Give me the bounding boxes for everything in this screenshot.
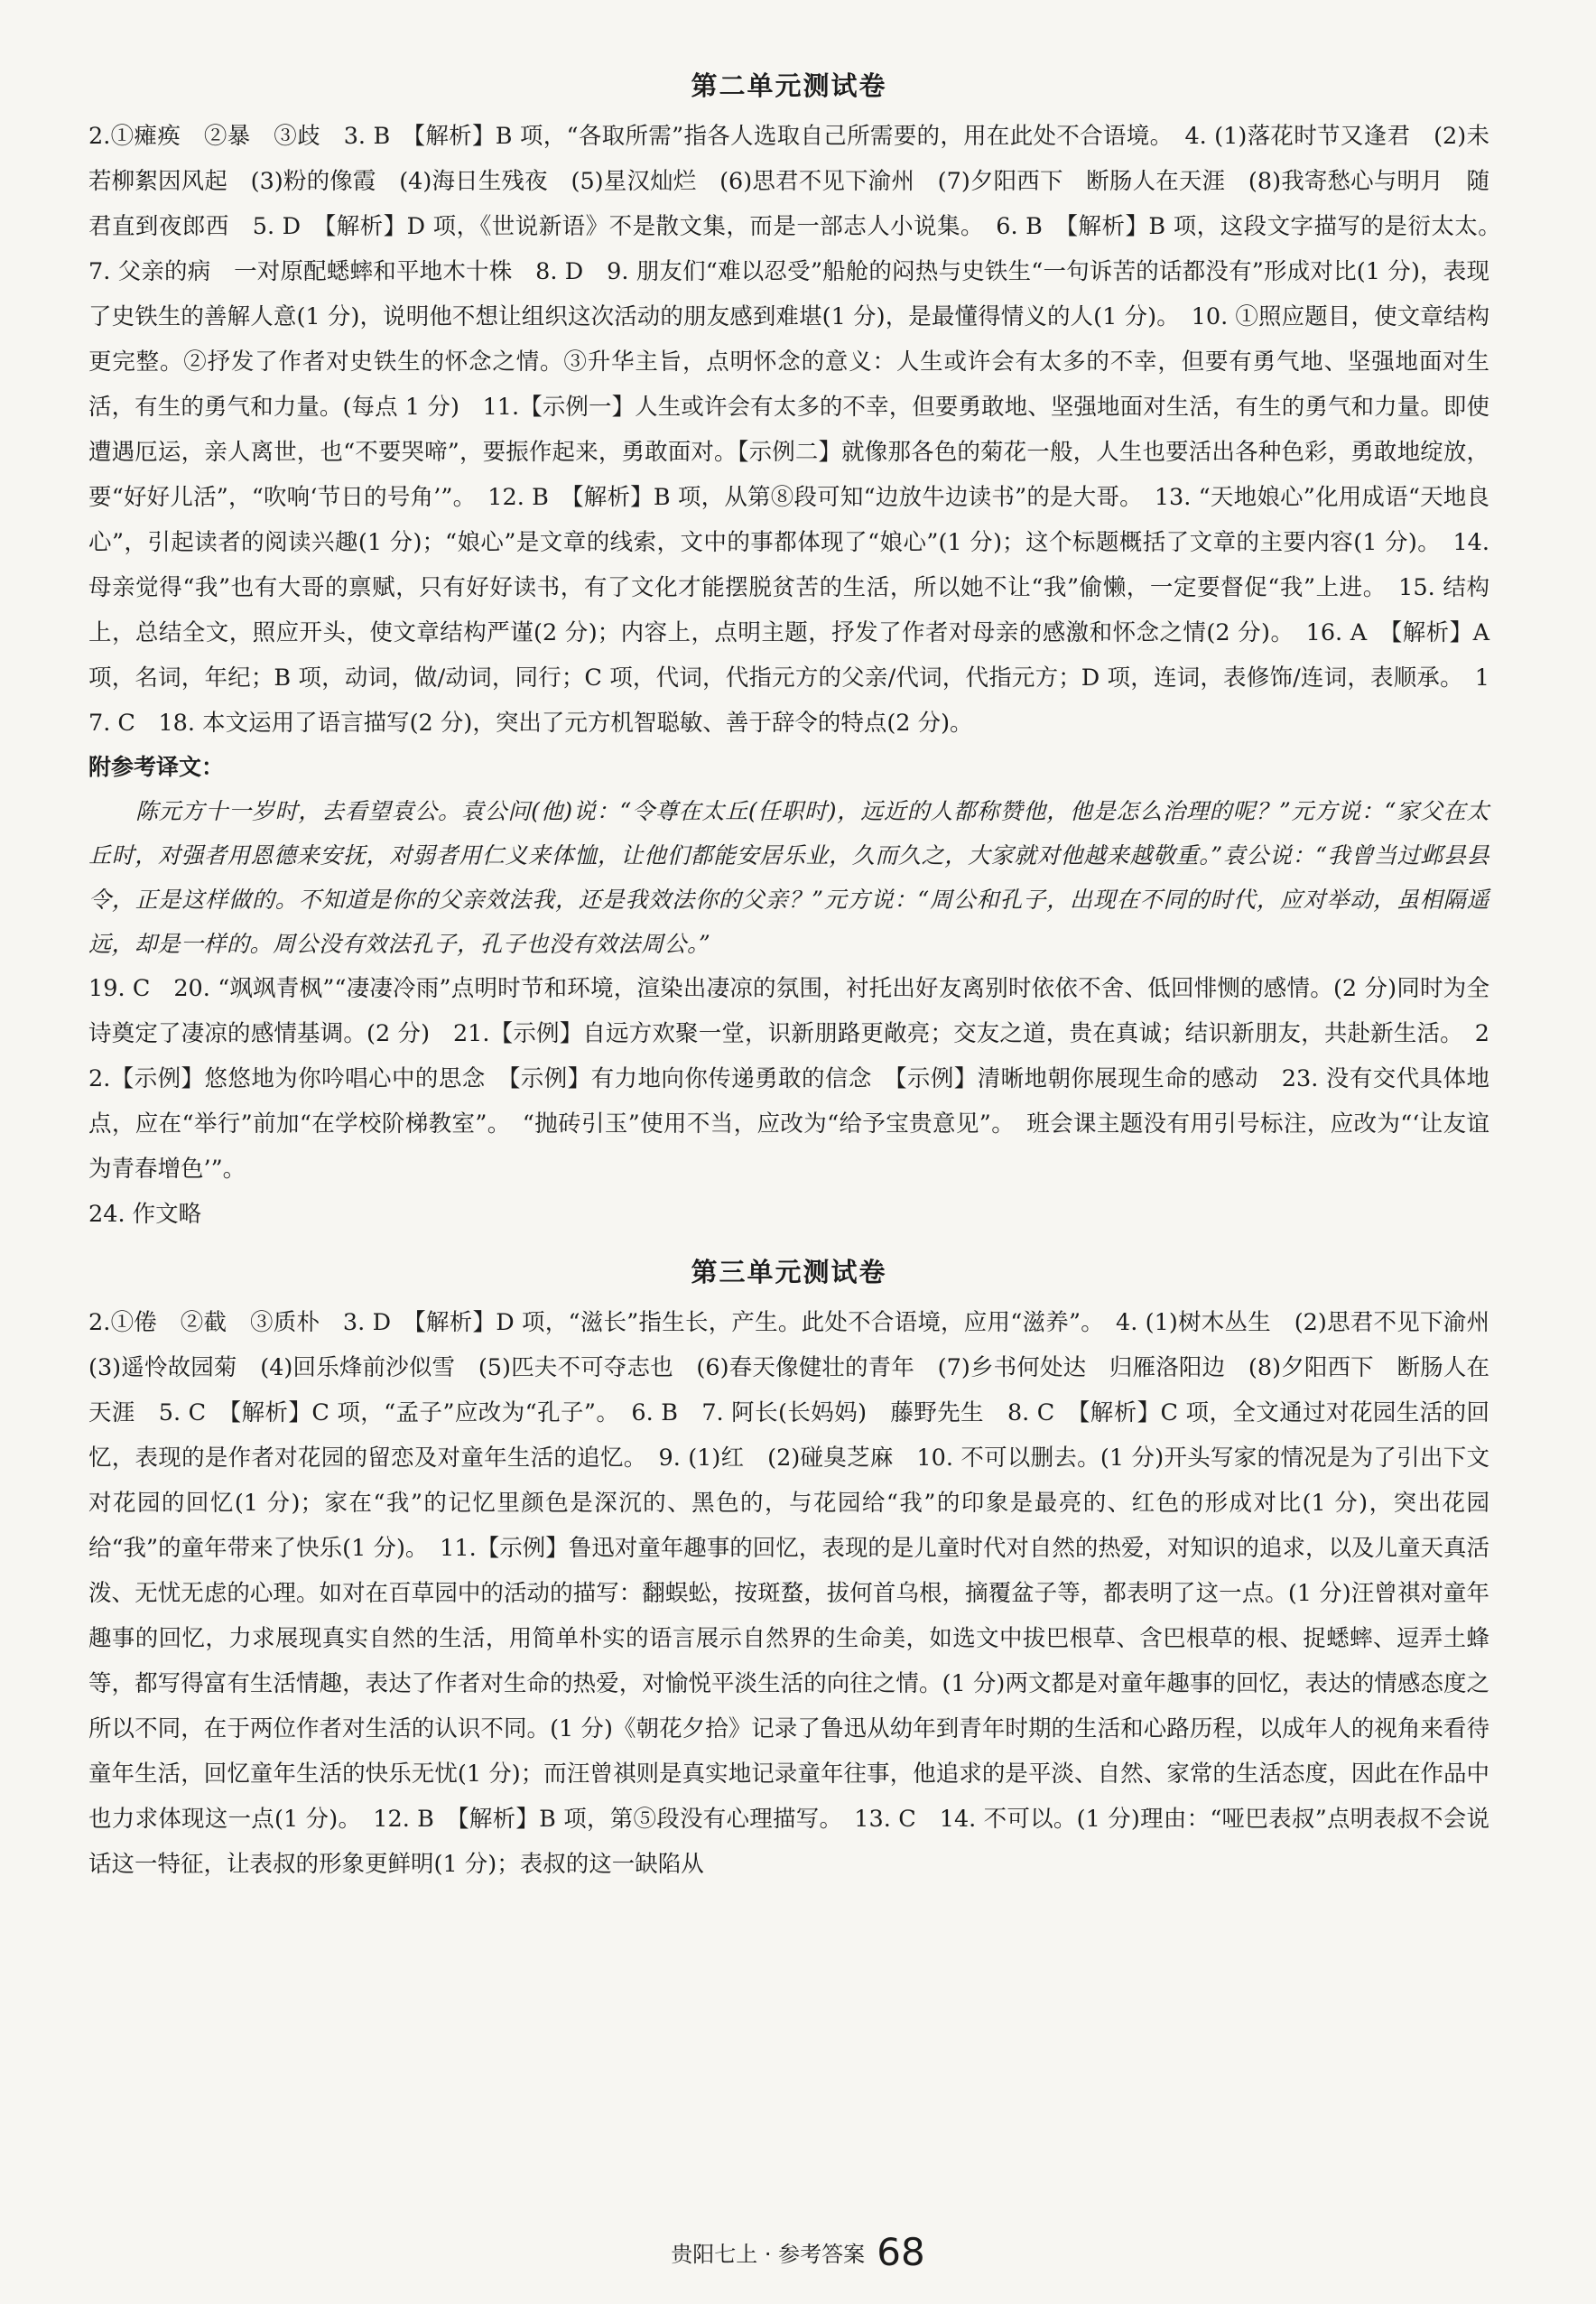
unit2-composition-note: 24. 作文略 — [88, 1201, 202, 1228]
page-footer — [0, 2230, 1596, 2274]
translation-label: 附参考译文： — [88, 754, 225, 780]
unit2-answers-continued: 19. C 20. “飒飒青枫”“凄凄冷雨”点明时节和环境，渲染出凄凉的氛围，衬托出好友离别时依依不舍、低回悱恻的感情。(2 分)同时为全诗奠定了凄凉的感情基调。(2 分) 21.【示例】自远方欢聚一堂，识新朋路更敞亮；交友之道，贵在真诚；结识新朋友，共赴新生活。 22.【示例】悠悠地为你吟唱心中的思念 【示例】有力地向你传递勇敢的信念 【示例】清晰地朝你展现生命的感动 23. 没有交代具体地点，应在“举行”前加“在学校阶梯教室”。 “抛砖引玉”使用不当，应改为“给予宝贵意见”。 班会课主题没有用引号标注，应改为“‘让友谊为青春增色’”。 — [88, 975, 1489, 1183]
page-number: 68 — [877, 2230, 925, 2274]
unit3-title: 第三单元测试卷 — [691, 1257, 887, 1287]
page-content — [88, 63, 1513, 1887]
reference-translation: 陈元方十一岁时，去看望袁公。袁公问(他)说：“令尊在太丘(任职时)，远近的人都称赞他，他是怎么治理的呢？”元方说：“家父在太丘时，对强者用恩德来安抚，对弱者用仁义来体恤，让他们都能安居乐业，久而久之，大家就对他越来越敬重。”袁公说：“我曾当过邺县县令，正是这样做的。不知道是你的父亲效法我，还是我效法你的父亲？”元方说：“周公和孔子，出现在不同的时代，应对举动，虽相隔遥远，却是一样的。周公没有效法孔子，孔子也没有效法周公。” — [88, 798, 1489, 957]
unit2-title: 第二单元测试卷 — [691, 70, 887, 101]
footer-label: 贵阳七上 · 参考答案 — [671, 2242, 866, 2267]
unit2-answers: 2.①瘫痪 ②暴 ③歧 3. B 【解析】B 项，“各取所需”指各人选取自己所需要的，用在此处不合语境。 4. (1)落花时节又逢君 (2)未若柳絮因风起 (3)粉的像霞 (4)海日生残夜 (5)星汉灿烂 (6)思君不见下渝州 (7)夕阳西下 断肠人在天涯 (8)我寄愁心与明月 随君直到夜郎西 5. D 【解析】D 项，《世说新语》不是散文集，而是一部志人小说集。 6. B 【解析】B 项，这段文字描写的是衍太太。 7. 父亲的病 一对原配蟋蟀和平地木十株 8. D 9. 朋友们“难以忍受”船舱的闷热与史铁生“一句诉苦的话都没有”形成对比(1 分)，表现了史铁生的善解人意(1 分)，说明他不想让组织这次活动的朋友感到难堪(1 分)，是最懂得情义的人(1 分)。 10. ①照应题目，使文章结构更完整。②抒发了作者对史铁生的怀念之情。③升华主旨，点明怀念的意义：人生或许会有太多的不幸，但要有勇气地、坚强地面对生活，有生的勇气和力量。(每点 1 分) 11.【示例一】人生或许会有太多的不幸，但要勇敢地、坚强地面对生活，有生的勇气和力量。即使遭遇厄运，亲人离世，也“不要哭啼”，要振作起来，勇敢面对。【示例二】就像那各色的菊花一般，人生也要活出各种色彩，勇敢地绽放，要“好好儿活”，“吹响‘节日的号角’”。 12. B 【解析】B 项，从第⑧段可知“边放牛边读书”的是大哥。 13. “天地娘心”化用成语“天地良心”，引起读者的阅读兴趣(1 分)；“娘心”是文章的线索，文中的事都体现了“娘心”(1 分)；这个标题概括了文章的主要内容(1 分)。 14. 母亲觉得“我”也有大哥的禀赋，只有好好读书，有了文化才能摆脱贫苦的生活，所以她不让“我”偷懒，一定要督促“我”上进。 15. 结构上，总结全文，照应开头，使文章结构严谨(2 分)；内容上，点明主题，抒发了作者对母亲的感激和怀念之情(2 分)。 16. A 【解析】A 项，名词，年纪；B 项，动词，做/动词，同行；C 项，代词，代指元方的父亲/代词，代指元方；D 项，连词，表修饰/连词，表顺承。 17. C 18. 本文运用了语言描写(2 分)，突出了元方机智聪敏、善于辞令的特点(2 分)。 — [88, 123, 1513, 737]
unit3-answers: 2.①倦 ②截 ③质朴 3. D 【解析】D 项，“滋长”指生长，产生。此处不合语境，应用“滋养”。 4. (1)树木丛生 (2)思君不见下渝州 (3)遥怜故园菊 (4)回乐烽前沙似雪 (5)匹夫不可夺志也 (6)春天像健壮的青年 (7)乡书何处达 归雁洛阳边 (8)夕阳西下 断肠人在天涯 5. C 【解析】C 项，“孟子”应改为“孔子”。 6. B 7. 阿长(长妈妈) 藤野先生 8. C 【解析】C 项，全文通过对花园生活的回忆，表现的是作者对花园的留恋及对童年生活的追忆。 9. (1)红 (2)碰臭芝麻 10. 不可以删去。(1 分)开头写家的情况是为了引出下文对花园的回忆(1 分)；家在“我”的记忆里颜色是深沉的、黑色的，与花园给“我”的印象是最亮的、红色的形成对比(1 分)，突出花园给“我”的童年带来了快乐(1 分)。 11.【示例】鲁迅对童年趣事的回忆，表现的是儿童时代对自然的热爱，对知识的追求，以及儿童天真活泼、无忧无虑的心理。如对在百草园中的活动的描写：翻蜈蚣，按斑蝥，拔何首乌根，摘覆盆子等，都表明了这一点。(1 分)汪曾祺对童年趣事的回忆，力求展现真实自然的生活，用简单朴实的语言展示自然界的生命美，如选文中拔巴根草、含巴根草的根、捉蟋蟀、逗弄土蜂等，都写得富有生活情趣，表达了作者对生命的热爱，对愉悦平淡生活的向往之情。(1 分)两文都是对童年趣事的回忆，表达的情感态度之所以不同，在于两位作者对生活的认识不同。(1 分)《朝花夕拾》记录了鲁迅从幼年到青年时期的生活和心路历程，以成年人的视角来看待童年生活，回忆童年生活的快乐无忧(1 分)；而汪曾祺则是真实地记录童年往事，他追求的是平淡、自然、家常的生活态度，因此在作品中也力求体现这一点(1 分)。 12. B 【解析】B 项，第⑤段没有心理描写。 13. C 14. 不可以。(1 分)理由：“哑巴表叔”点明表叔不会说话这一特征，让表叔的形象更鲜明(1 分)；表叔的这一缺陷从 — [88, 1309, 1513, 1878]
